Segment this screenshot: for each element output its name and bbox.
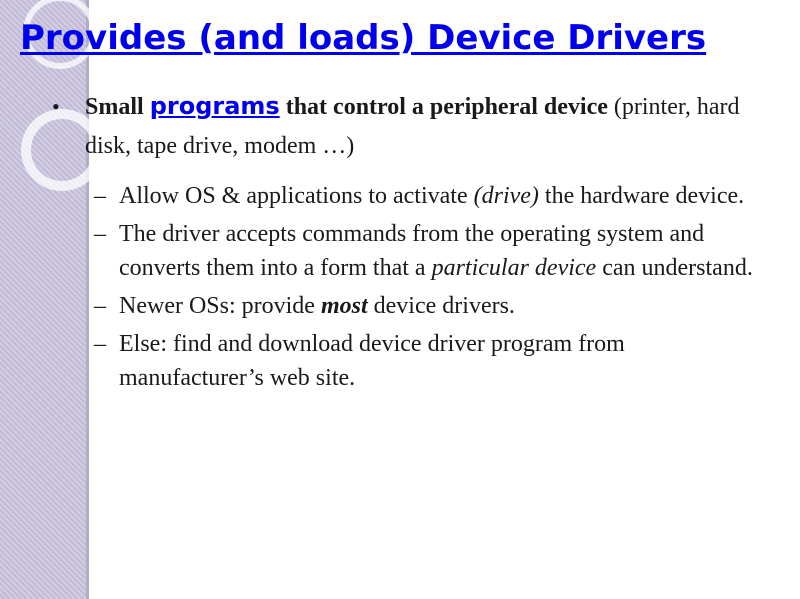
sub-item-text: The driver accepts commands from the operating system and converts them into a form that a	[119, 221, 705, 281]
sub-item-emphasis: (drive)	[473, 183, 539, 209]
programs-link[interactable]: programs	[149, 92, 280, 120]
sub-item-text: Allow OS & applications to activate	[119, 183, 474, 209]
sub-bullet-item	[94, 179, 764, 213]
main-bullet-bold-text: that control a peripheral device	[279, 94, 608, 120]
sub-item-emphasis: particular device	[431, 255, 597, 281]
sub-bullet-item	[94, 327, 764, 395]
dash-marker: –	[94, 221, 106, 247]
main-bullet-examples: (printer, hard disk, tape drive, modem …)	[85, 94, 740, 159]
dash-marker: –	[94, 293, 106, 319]
sub-item-text: Else: find and download device driver program from manufacturer’s web site.	[119, 331, 625, 391]
bullet-marker: •	[52, 94, 60, 119]
sub-bullet-item	[94, 217, 764, 285]
main-bullet-lead: Small	[85, 94, 150, 120]
sub-item-emphasis: most	[320, 293, 368, 319]
main-bullet-text	[85, 87, 752, 166]
slide-title: Provides (and loads) Device Drivers	[20, 18, 707, 58]
sub-item-text: Newer OSs: provide	[119, 293, 321, 319]
sub-item-text-end: the hardware device.	[538, 183, 745, 209]
sub-bullet-list	[94, 179, 764, 399]
sub-item-text-end: can understand.	[596, 255, 753, 281]
dash-marker: –	[94, 183, 106, 209]
main-bullet	[52, 87, 752, 166]
sub-bullet-item	[94, 289, 764, 323]
sub-item-text-end: device drivers.	[367, 293, 515, 319]
dash-marker: –	[94, 331, 106, 357]
